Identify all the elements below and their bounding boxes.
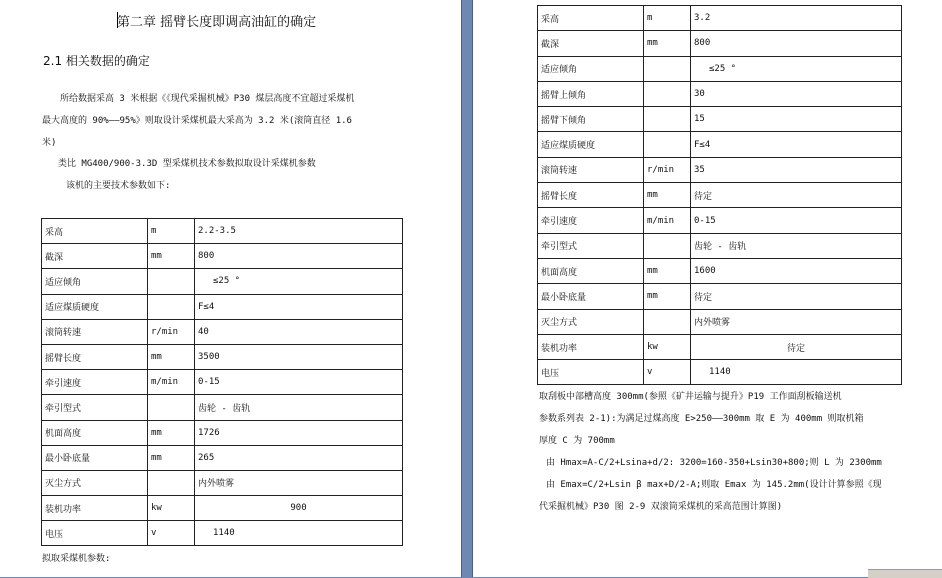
text-line: 由 Emax=C/2+Lsin β max+D/2-A;则取 Emax 为 145.2mm(设计计算参照《现 — [546, 480, 882, 490]
param-name: 采高 — [538, 6, 644, 31]
param-unit: mm — [148, 420, 195, 445]
param-name: 装机功率 — [538, 334, 644, 359]
param-unit: kw — [148, 496, 195, 521]
text-line: 厚度 C 为 700mm — [539, 436, 615, 446]
param-unit — [148, 395, 195, 420]
param-value: 900 — [195, 496, 403, 521]
param-name: 摇臂下倾角 — [538, 107, 644, 132]
param-value: 800 — [195, 244, 403, 269]
table-row — [538, 208, 902, 233]
param-value: 30 — [691, 81, 902, 106]
table-row — [538, 233, 902, 258]
param-value: 1140 — [691, 360, 902, 385]
footer-line: 拟取采煤机参数: — [42, 554, 111, 564]
param-unit: m — [148, 219, 195, 244]
param-unit: mm — [148, 344, 195, 369]
param-unit: v — [148, 521, 195, 546]
param-name: 截深 — [42, 244, 148, 269]
param-value: F≤4 — [195, 294, 403, 319]
param-unit — [644, 107, 691, 132]
table-row — [538, 258, 902, 283]
param-name: 装机功率 — [42, 496, 148, 521]
param-name: 适应倾角 — [42, 269, 148, 294]
param-name: 电压 — [42, 521, 148, 546]
param-value: 待定 — [691, 183, 902, 208]
param-name: 灭尘方式 — [538, 309, 644, 334]
text-line: 参数系列表 2-1):为满足过煤高度 E>250——300mm 取 E 为 400mm 则取机箱 — [539, 414, 864, 424]
param-value: 齿轮 - 齿轨 — [195, 395, 403, 420]
table-row — [42, 445, 403, 470]
table-row — [538, 56, 902, 81]
intro-line: 该机的主要技术参数如下: — [66, 181, 171, 191]
param-value: 0-15 — [691, 208, 902, 233]
param-value: 800 — [691, 31, 902, 56]
table-row — [42, 344, 403, 369]
table-row — [538, 31, 902, 56]
param-name: 摇臂上倾角 — [538, 81, 644, 106]
param-unit — [644, 56, 691, 81]
table-row — [538, 309, 902, 334]
param-value: 15 — [691, 107, 902, 132]
param-name: 机面高度 — [42, 420, 148, 445]
param-value: 1140 — [195, 521, 403, 546]
param-unit: m/min — [644, 208, 691, 233]
param-value: F≤4 — [691, 132, 902, 157]
table-row — [538, 107, 902, 132]
param-value: 1726 — [195, 420, 403, 445]
text-line: 代采掘机械》P30 图 2-9 双滚筒采煤机的采高范围计算图) — [539, 502, 783, 512]
param-unit — [644, 309, 691, 334]
table-row — [42, 521, 403, 546]
param-unit — [148, 294, 195, 319]
param-unit — [644, 233, 691, 258]
table-row — [538, 81, 902, 106]
param-name: 最小卧底量 — [538, 284, 644, 309]
section-title: 2.1 相关数据的确定 — [43, 54, 150, 68]
table-row — [538, 334, 902, 359]
param-value: 齿轮 - 齿轨 — [691, 233, 902, 258]
table-row — [538, 183, 902, 208]
param-unit: r/min — [644, 157, 691, 182]
table-row — [538, 132, 902, 157]
param-name: 牵引型式 — [42, 395, 148, 420]
param-value: 内外喷雾 — [691, 309, 902, 334]
param-value: 待定 — [691, 284, 902, 309]
param-value: 内外喷雾 — [195, 470, 403, 495]
chapter-title: 第二章 摇臂长度即调高油缸的确定 — [117, 15, 317, 30]
param-name: 灭尘方式 — [42, 470, 148, 495]
table-row — [42, 294, 403, 319]
param-name: 适应倾角 — [538, 56, 644, 81]
param-name: 截深 — [538, 31, 644, 56]
param-unit — [148, 470, 195, 495]
param-value: 3.2 — [691, 6, 902, 31]
param-unit — [644, 132, 691, 157]
param-unit: mm — [644, 183, 691, 208]
parameter-table-proposed — [537, 5, 902, 385]
param-name: 滚筒转速 — [42, 319, 148, 344]
table-row — [42, 420, 403, 445]
table-row — [42, 219, 403, 244]
table-row — [538, 6, 902, 31]
param-value: 2.2-3.5 — [195, 219, 403, 244]
param-name: 适应煤质硬度 — [42, 294, 148, 319]
text-line: 取刮板中部槽高度 300mm(参照《矿井运输与提升》P19 工作面刮板输送机 — [539, 392, 842, 402]
param-name: 采高 — [42, 219, 148, 244]
param-name: 摇臂长度 — [538, 183, 644, 208]
param-value: 35 — [691, 157, 902, 182]
param-unit: v — [644, 360, 691, 385]
param-name: 最小卧底量 — [42, 445, 148, 470]
param-value: ≤25 ° — [691, 56, 902, 81]
paragraph-line: 所给数据采高 3 米根据《《现代采掘机械》P30 煤层高度不宜超过采煤机 — [60, 94, 355, 104]
param-unit: r/min — [148, 319, 195, 344]
param-unit — [644, 81, 691, 106]
table-row — [42, 244, 403, 269]
table-row — [42, 470, 403, 495]
page-gap — [461, 0, 473, 577]
param-value: ≤25 ° — [195, 269, 403, 294]
text-line: 由 Hmax=A-C/2+Lsina+d/2: 3200=160-350+Lsin30+800;则 L 为 2300mm — [546, 458, 882, 468]
param-name: 牵引型式 — [538, 233, 644, 258]
table-row — [538, 157, 902, 182]
paragraph-line: 米) — [42, 138, 57, 148]
param-unit: m — [644, 6, 691, 31]
table-row — [538, 284, 902, 309]
param-name: 机面高度 — [538, 258, 644, 283]
param-unit: mm — [148, 445, 195, 470]
param-unit: m/min — [148, 370, 195, 395]
table-row — [42, 269, 403, 294]
param-name: 电压 — [538, 360, 644, 385]
document-page-left[interactable] — [0, 0, 461, 577]
param-name: 牵引速度 — [42, 370, 148, 395]
paragraph-line: 最大高度的 90%——95%》则取设计采煤机最大采高为 3.2 米(滚筒直径 1.6 — [42, 116, 352, 126]
analogy-line: 类比 MG400/900-3.3D 型采煤机技术参数拟取设计采煤机参数 — [58, 159, 316, 169]
param-value: 3500 — [195, 344, 403, 369]
param-value: 265 — [195, 445, 403, 470]
param-name: 滚筒转速 — [538, 157, 644, 182]
table-row — [42, 370, 403, 395]
param-value: 待定 — [691, 334, 902, 359]
param-unit — [148, 269, 195, 294]
param-unit: mm — [148, 244, 195, 269]
param-value: 40 — [195, 319, 403, 344]
param-unit: mm — [644, 284, 691, 309]
param-name: 摇臂长度 — [42, 344, 148, 369]
table-row — [42, 395, 403, 420]
param-value: 1600 — [691, 258, 902, 283]
param-unit: mm — [644, 31, 691, 56]
table-row — [538, 360, 902, 385]
param-unit: kw — [644, 334, 691, 359]
param-unit: mm — [644, 258, 691, 283]
table-row — [42, 319, 403, 344]
parameter-table — [41, 218, 403, 546]
param-value: 0-15 — [195, 370, 403, 395]
table-row — [42, 496, 403, 521]
param-name: 牵引速度 — [538, 208, 644, 233]
param-name: 适应煤质硬度 — [538, 132, 644, 157]
